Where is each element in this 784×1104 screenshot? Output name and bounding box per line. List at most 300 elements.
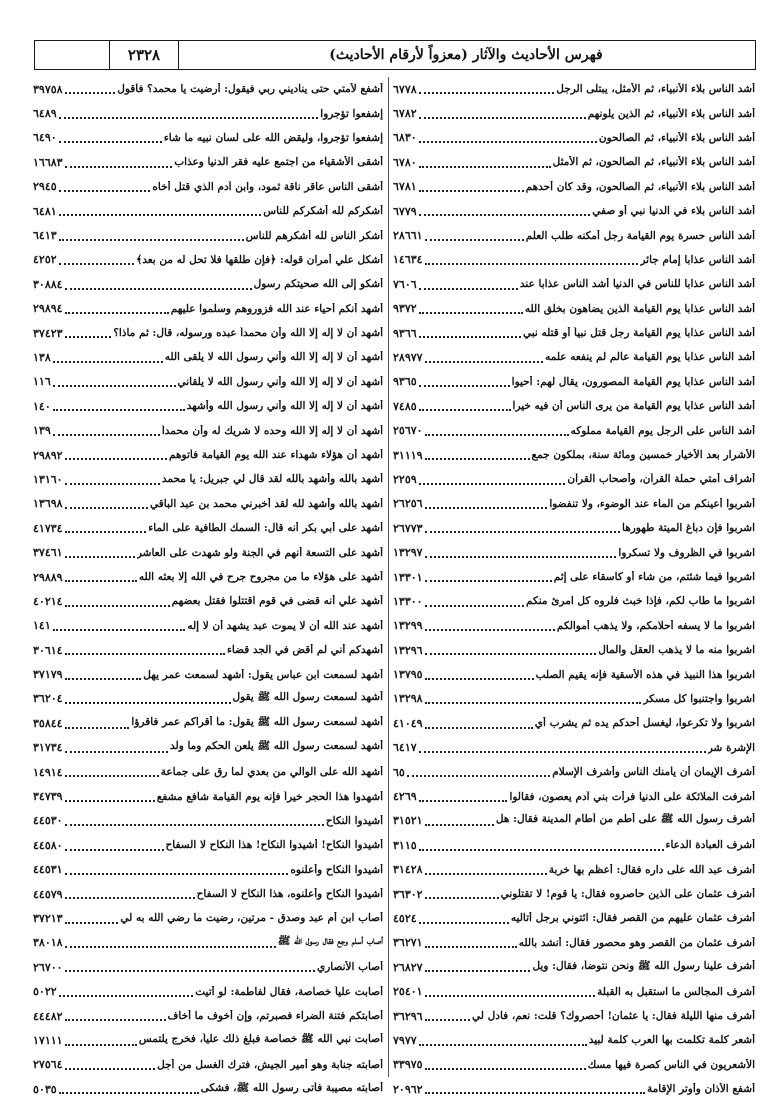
dot-leader xyxy=(425,897,499,899)
hadith-number: ٤٥٢٤ xyxy=(393,911,417,925)
dot-leader xyxy=(425,507,548,509)
dot-leader xyxy=(419,190,524,192)
page-header xyxy=(34,40,756,70)
entry-text: أشد الناس بلاء الأنبياء، ثم الصالحون، ثم الأمثل xyxy=(552,156,755,169)
index-entry xyxy=(33,443,383,467)
dot-leader xyxy=(425,727,533,729)
index-entry xyxy=(33,955,383,979)
entry-text: اشربوا ولا تكرعوا، ليغسل أحدكم يده ثم يشرب أي xyxy=(534,717,755,730)
entry-text: أشد الناس عذابا للناس في الدنيا أشد الناس عذابا عند xyxy=(519,278,755,291)
dot-leader xyxy=(59,263,134,265)
dot-leader xyxy=(425,239,524,241)
hadith-number: ٦٤١٧ xyxy=(393,741,417,755)
entry-text: أشهد أن لا إله إلا الله وأني رسول الله لا يلقاني xyxy=(177,375,383,388)
dot-leader xyxy=(65,531,147,533)
entry-text: أشهد أن هؤلاء شهداء عند الله يوم القيامة فأتوهم xyxy=(169,449,383,462)
hadith-number: ١٣٨ xyxy=(33,350,51,364)
dot-leader xyxy=(425,1092,646,1094)
index-entry xyxy=(33,272,383,296)
dot-leader xyxy=(419,751,706,753)
dot-leader xyxy=(65,483,160,485)
dot-leader xyxy=(59,1092,199,1094)
dot-leader xyxy=(53,434,160,436)
dot-leader xyxy=(419,483,566,485)
dot-leader xyxy=(65,166,173,168)
index-entry xyxy=(393,565,755,589)
entry-text: أشهد لسمعت رسول الله ﷺ يلعن الحكم وما ولد xyxy=(170,740,383,753)
hadith-number: ٣٦٢٩٦ xyxy=(393,1009,423,1023)
index-entry xyxy=(393,589,755,613)
index-entry xyxy=(33,418,383,442)
index-entry xyxy=(393,833,755,857)
entry-text: أشهد عند الله أن لا يموت عبد يشهد أن لا إله xyxy=(187,619,383,632)
hadith-number: ٦٧٨٢ xyxy=(393,107,417,121)
hadith-number: ٩٣٦٦ xyxy=(393,326,417,340)
index-entry xyxy=(393,614,755,638)
index-entry xyxy=(33,394,383,418)
index-entry xyxy=(33,199,383,223)
index-entry xyxy=(393,150,755,174)
entry-text: أشهد لسمعت رسول الله ﷺ يقول: ما أقراكم عمر فاقرؤا xyxy=(131,715,383,728)
entry-text: اشربوا ما لا يسفه أحلامكم، ولا يذهب أموالكم xyxy=(556,619,755,632)
index-entry xyxy=(33,126,383,150)
index-entry xyxy=(393,662,755,686)
hadith-number: ١٦٦٨٣ xyxy=(33,155,63,169)
hadith-number: ٦٤٨١ xyxy=(33,204,57,218)
hadith-number: ١١٦ xyxy=(33,375,51,389)
hadith-number: ٥٠٣٥ xyxy=(33,1082,57,1096)
hadith-number: ٦٨٣٠ xyxy=(393,131,417,145)
dot-leader xyxy=(65,1068,156,1070)
dot-leader xyxy=(65,849,164,851)
dot-leader xyxy=(65,751,168,753)
index-entry xyxy=(393,77,755,101)
dot-leader xyxy=(425,580,552,582)
dot-leader xyxy=(425,263,639,265)
index-entry xyxy=(33,321,383,345)
entry-text: اشربوا هذا النبيذ في هذه الأسقية فإنه يقيم الصلب xyxy=(535,668,755,681)
dot-leader xyxy=(425,629,555,631)
entry-text: أشرفت الملائكة على الدنيا فرأت بني آدم يعصون، فقالوا xyxy=(509,790,755,803)
entry-text: اشربوا منه ما لا يذهب العقل والمال xyxy=(598,644,755,657)
entry-text: أشرف عثمان على الذين حاصروه فقال: يا قوم! لا تقتلوني xyxy=(500,888,755,901)
index-entry xyxy=(33,77,383,101)
index-entry xyxy=(393,370,755,394)
index-entry xyxy=(393,345,755,369)
entry-text: أشرف رسول الله ﷺ على أطم من آطام المدينة فقال: هل xyxy=(495,813,755,826)
hadith-number: ٤٠٢١٤ xyxy=(33,594,63,608)
entry-text: أشد الناس بلاء في الدنيا نبي أو صفي xyxy=(592,205,755,218)
dot-leader xyxy=(407,775,550,777)
entry-text: أصابته جنابة وهو أمير الجيش، فترك الغسل من أجل xyxy=(157,1058,383,1071)
index-entry xyxy=(33,736,383,760)
column-divider xyxy=(388,77,389,1077)
index-entry xyxy=(393,492,755,516)
index-entry xyxy=(33,760,383,784)
entry-text: اشربوا في الظروف ولا تسكروا xyxy=(618,546,755,559)
index-entry xyxy=(33,1004,383,1028)
index-entry xyxy=(33,931,383,955)
dot-leader xyxy=(65,775,159,777)
index-entry xyxy=(33,150,383,174)
dot-leader xyxy=(425,556,617,558)
hadith-number: ١٧١١١ xyxy=(33,1033,63,1047)
index-entry xyxy=(33,467,383,491)
hadith-number: ٢٩٤٥ xyxy=(33,180,57,194)
header-empty-cell xyxy=(35,41,109,69)
entry-text: أشهد أنكم أحياء عند الله فزوروهم وسلموا عليهم xyxy=(170,302,383,315)
hadith-number: ٢٩٨٩٢ xyxy=(33,448,63,462)
entry-text: أشهد على التسعة أنهم في الجنة ولو شهدت على العاشر xyxy=(136,546,383,559)
dot-leader xyxy=(425,702,642,704)
index-entry xyxy=(33,638,383,662)
dot-leader xyxy=(425,458,530,460)
entry-text: أشد الناس بلاء الأنبياء، ثم الصالحون xyxy=(598,131,755,144)
hadith-number: ٣١٥٢١ xyxy=(393,814,423,828)
hadith-number: ٩٣٦٥ xyxy=(393,375,417,389)
entry-text: أشرف عبد الله على داره فقال: أعظم بها خربة xyxy=(548,863,755,876)
entry-text: اشربوا فيما شئتم، من شاء أو كاسقاء على إثم xyxy=(553,571,755,583)
entry-text: أشرف علينا رسول الله ﷺ ونحن نتوضأ، فقال: ويل xyxy=(532,959,755,972)
index-entry xyxy=(393,321,755,345)
dot-leader xyxy=(419,166,551,168)
index-entry xyxy=(33,540,383,564)
entry-text: إشفعوا تؤجروا، وليقض الله على لسان نبيه ما شاء xyxy=(163,131,383,144)
hadith-number: ٣٨٠١٨ xyxy=(33,936,63,950)
entry-text: أشد الناس بلاء الأنبياء، ثم الأمثل، يبتلى الرجل xyxy=(556,83,755,96)
hadith-number: ٤٤٥٣١ xyxy=(33,863,63,877)
hadith-number: ١٤٦٣٤ xyxy=(393,253,423,267)
hadith-number: ١٤٩١٤ xyxy=(33,765,63,779)
entry-text: أشد الناس على الرجل يوم القيامة مملوكه xyxy=(570,424,755,437)
dot-leader xyxy=(425,531,620,533)
entry-text: أصابتكم فتنة الضراء فصبرتم، وإن أخوف ما أخاف xyxy=(167,1010,383,1023)
hadith-number: ٣٧٢١٣ xyxy=(33,911,63,925)
header-title: فهرس الأحاديث والآثار (معزواً لأرقام الأحاديث) xyxy=(329,47,603,63)
index-entry xyxy=(33,370,383,394)
hadith-number: ٤١٠٤٩ xyxy=(393,716,423,730)
entry-text: اشربوا ما طاب لكم، فإذا خبث فلروه كل امرئ منكم xyxy=(525,595,755,608)
entry-text: أشيدوا النكاح وأعلنوه، هذا النكاح لا السفاح xyxy=(196,888,383,901)
dot-leader xyxy=(419,288,518,290)
hadith-number: ٧٦٠٦ xyxy=(393,277,417,291)
index-entry xyxy=(393,443,755,467)
dot-leader xyxy=(425,824,494,826)
entry-text: أشعر كلمة تكلمت بها العرب كلمة لبيد xyxy=(588,1034,755,1047)
index-entry xyxy=(393,979,755,1003)
dot-leader xyxy=(53,629,186,631)
index-entry xyxy=(393,1004,755,1028)
entry-text: أشرف العبادة الدعاء xyxy=(665,839,755,852)
entry-text: أشد الناس عذابا يوم القيامة عالم لم ينفعه علمه xyxy=(545,351,755,364)
dot-leader xyxy=(53,361,163,363)
entry-text: أشيدوا النكاح xyxy=(325,814,383,827)
hadith-number: ٢٢٥٩ xyxy=(393,472,417,486)
hadith-number: ٦٥ xyxy=(393,765,405,779)
dot-leader xyxy=(65,580,137,582)
hadith-number: ١٣٦٩٨ xyxy=(33,497,63,511)
hadith-number: ٢٦٧٠٠ xyxy=(33,960,63,974)
entry-text: أشفع لأمتي حتى يناديني ربي فيقول: أرضيت يا محمد؟ فأقول xyxy=(117,83,383,96)
hadith-number: ٢٨٩٧٧ xyxy=(393,350,423,364)
hadith-number: ٣١١٥ xyxy=(393,838,417,852)
hadith-number: ٩٣٧٢ xyxy=(393,302,417,316)
dot-leader xyxy=(65,922,119,924)
dot-leader xyxy=(59,190,151,192)
index-entry xyxy=(393,711,755,735)
dot-leader xyxy=(65,605,170,607)
index-entry xyxy=(393,199,755,223)
index-entry xyxy=(33,979,383,1003)
hadith-number: ٤١٧٣٤ xyxy=(33,521,63,535)
entry-text: أشهد علي أنه قضى في قوم اقتتلوا فقتل بعضهم xyxy=(171,595,383,608)
hadith-number: ٤٤٥٧٩ xyxy=(33,887,63,901)
dot-leader xyxy=(425,970,531,972)
entry-text: إشفعوا تؤجروا xyxy=(320,107,383,120)
dot-leader xyxy=(65,678,142,680)
index-entry xyxy=(393,931,755,955)
dot-leader xyxy=(425,361,544,363)
index-entry xyxy=(393,418,755,442)
entry-text: أشرف الإيمان أن يأمنك الناس وأشرف الإسلام xyxy=(552,766,755,779)
index-entry xyxy=(393,223,755,247)
hadith-number: ٦٤٨٩ xyxy=(33,107,57,121)
index-entry xyxy=(33,858,383,882)
index-entry xyxy=(393,784,755,808)
hadith-number: ٣٥٨٤٤ xyxy=(33,716,63,730)
index-entry xyxy=(393,955,755,979)
entry-text: أشكو إلى الله صحيتكم رسول xyxy=(253,278,383,291)
index-entry xyxy=(33,662,383,686)
hadith-number: ٤٤٥٨٠ xyxy=(33,838,63,852)
entry-text: أشهد الله على الوالي من بعدي لما رق على جماعة xyxy=(160,766,383,779)
index-entry xyxy=(33,223,383,247)
index-entry xyxy=(33,906,383,930)
index-entry xyxy=(393,760,755,784)
entry-text: اشربوا فإن دباغ الميتة طهورها xyxy=(622,522,755,535)
index-entry xyxy=(393,1077,755,1101)
hadith-number: ٧٩٧٧ xyxy=(393,1033,417,1047)
entry-text: أشد الناس عذابا يوم القيامة رجل قتل نبياً أو قتله نبي xyxy=(522,327,755,340)
entry-text: أصاب أسلم وجع فقال رسول الله ﷺ xyxy=(277,935,383,948)
dot-leader xyxy=(65,507,148,509)
index-entry xyxy=(33,175,383,199)
hadith-number: ٣٣٩٧٥ xyxy=(393,1058,423,1072)
entry-text: أصاب ابن أم عبد وصدق - مرتين، رضيت ما رضي الله به لي xyxy=(120,912,383,925)
index-entry xyxy=(393,248,755,272)
entry-text: أشهد أن لا إله إلا الله وأني رسول الله لا يلقى الله xyxy=(164,351,383,364)
dot-leader xyxy=(65,336,112,338)
entry-text: أشرف المجالس ما استقبل به القبلة xyxy=(597,985,755,998)
entry-text: الأشعريون في الناس كصرة فيها مسك xyxy=(587,1058,755,1071)
hadith-number: ٥٠٢٢ xyxy=(33,985,57,999)
index-entry xyxy=(33,248,383,272)
entry-text: أشفع الأذان وأوتر الإقامة xyxy=(647,1083,755,1096)
dot-leader xyxy=(65,288,252,290)
dot-leader xyxy=(65,873,289,875)
dot-leader xyxy=(425,678,534,680)
entry-text: أشراف أمتي حملة القرآن، وأصحاب القرآن xyxy=(567,473,755,486)
index-entry xyxy=(33,101,383,125)
hadith-number: ٢٧٥٦٤ xyxy=(33,1058,63,1072)
hadith-number: ٣٧١٧٩ xyxy=(33,668,63,682)
index-entry xyxy=(393,1028,755,1052)
index-column-right xyxy=(393,77,755,1096)
index-entry xyxy=(393,638,755,662)
hadith-number: ١٣٢٩٩ xyxy=(393,619,423,633)
dot-leader xyxy=(65,556,135,558)
index-entry xyxy=(393,516,755,540)
hadith-number: ٢٥٦٧٠ xyxy=(393,424,423,438)
index-entry xyxy=(393,467,755,491)
dot-leader xyxy=(65,824,324,826)
entry-text: أشربوا أعينكم من الماء عند الوضوء، ولا تنفضوا xyxy=(549,497,755,510)
hadith-number: ٣٦٢٠٤ xyxy=(33,692,63,706)
dot-leader xyxy=(65,946,276,948)
dot-leader xyxy=(65,653,225,655)
dot-leader xyxy=(419,800,508,802)
hadith-number: ١٣٢٩٨ xyxy=(393,692,423,706)
dot-leader xyxy=(419,922,509,924)
index-entry xyxy=(33,565,383,589)
hadith-number: ٢٦٢٥٦ xyxy=(393,497,423,511)
hadith-number: ٢٠٩٦٢ xyxy=(393,1082,423,1096)
entry-text: أشيدوا النكاح وأعلنوه xyxy=(290,863,383,876)
hadith-number: ٣١٤٢٨ xyxy=(393,863,423,877)
hadith-number: ٣٩٧٥٨ xyxy=(33,82,63,96)
index-entry xyxy=(33,882,383,906)
hadith-number: ٦٧٧٩ xyxy=(393,204,417,218)
dot-leader xyxy=(65,312,169,314)
entry-text: الإشرة شر xyxy=(707,741,755,754)
entry-text: أشهد أن لا إله إلا الله وأني رسول الله وأشهد xyxy=(186,400,383,413)
dot-leader xyxy=(65,800,155,802)
entry-text: أشكر الناس لله أشكرهم للناس xyxy=(245,229,383,242)
entry-text: أشيدوا النكاح! أشيدوا النكاح! هذا النكاح لا السفاح xyxy=(165,839,383,852)
hadith-number: ١٣٢٩٧ xyxy=(393,546,423,560)
hadith-number: ٢٦٧٧٣ xyxy=(393,521,423,535)
dot-leader xyxy=(425,653,597,655)
entry-text: أشكل علي أمران قوله: ﴿فإن طلقها فلا تحل له من بعد﴾ xyxy=(136,253,383,266)
entry-text: اشربوا واجتنبوا كل مسكر xyxy=(643,692,755,705)
hadith-number: ٣٠٨٨٤ xyxy=(33,277,63,291)
entry-text: أشد الناس بلاء الأنبياء، ثم الصالحون، وقد كان أحدهم xyxy=(525,180,755,193)
dot-leader xyxy=(419,849,664,851)
hadith-number: ٢٨٦٦١ xyxy=(393,229,423,243)
hadith-number: ١٣٢٩٦ xyxy=(393,643,423,657)
entry-text: أشهد لسمعت ابن عباس يقول: أشهد لسمعت عمر يهل xyxy=(143,668,383,681)
entry-text: أشد الناس بلاء الأنبياء، ثم الذين يلونهم xyxy=(587,107,755,120)
index-entry xyxy=(393,809,755,833)
entry-text: أشد الناس عذابا يوم القيامة المصورون، يقال لهم: أحيوا xyxy=(511,375,755,388)
entry-text: أشد الناس عذابا إمام جائر xyxy=(640,253,755,266)
dot-leader xyxy=(65,727,130,729)
entry-text: أشد الناس حسرة يوم القيامة رجل أمكنه طلب العلم xyxy=(525,229,755,242)
entry-text: أشرف عثمان من القصر وهو محصور فقال: أنشد بالله xyxy=(518,936,755,949)
entry-text: أصابت علياً خصاصة، فقال لفاطمة: لو أتيت xyxy=(195,985,383,998)
entry-text: أشقى الناس عاقر ناقة ثمود، وابن آدم الذي قتل أخاه xyxy=(152,180,383,193)
dot-leader xyxy=(53,385,176,387)
dot-leader xyxy=(65,897,195,899)
dot-leader xyxy=(65,458,167,460)
dot-leader xyxy=(419,141,597,143)
hadith-number: ٤٤٤٨٢ xyxy=(33,1009,63,1023)
index-entry xyxy=(393,882,755,906)
hadith-number: ٤٢٦٩ xyxy=(393,790,417,804)
index-entry xyxy=(393,858,755,882)
hadith-number: ٦٤١٣ xyxy=(33,229,57,243)
index-entry xyxy=(393,906,755,930)
entry-text: أشهد أن لا إله إلا الله وحده لا شريك له وأن محمداً xyxy=(161,424,383,437)
index-entry xyxy=(33,492,383,516)
hadith-number: ٦٧٨٠ xyxy=(393,155,417,169)
index-entry xyxy=(393,272,755,296)
dot-leader xyxy=(59,239,244,241)
hadith-number: ٤٢٥٢ xyxy=(33,253,57,267)
hadith-number: ٣١١١٩ xyxy=(393,448,423,462)
dot-leader xyxy=(419,1044,587,1046)
dot-leader xyxy=(425,1019,471,1021)
dot-leader xyxy=(65,92,116,94)
index-entry xyxy=(33,1077,383,1101)
hadith-number: ٣٧٤٦١ xyxy=(33,546,63,560)
dot-leader xyxy=(59,214,262,216)
dot-leader xyxy=(425,605,524,607)
index-entry xyxy=(33,784,383,808)
entry-text: أشكركم لله أشكركم للناس xyxy=(263,205,383,218)
index-column-left xyxy=(33,77,383,1096)
index-entry xyxy=(33,516,383,540)
hadith-number: ١٣٣٠١ xyxy=(393,570,423,584)
hadith-number: ٧٤٨٥ xyxy=(393,399,417,413)
entry-text: أشد الناس عذابا يوم القيامة من يرى الناس أن فيه خيراً xyxy=(512,400,755,413)
hadith-number: ٤٤٥٣٠ xyxy=(33,814,63,828)
index-entry xyxy=(393,126,755,150)
dot-leader xyxy=(419,117,586,119)
entry-text: أشهد لسمعت رسول الله ﷺ يقول xyxy=(232,691,383,704)
index-entry xyxy=(393,394,755,418)
entry-text: أشهدكم أني لم أقض في الجد قضاء xyxy=(226,644,383,657)
entry-text: أشد الناس عذابا يوم القيامة الذين يضاهون بخلق الله xyxy=(524,302,755,315)
hadith-number: ٣٧٤٢٣ xyxy=(33,326,63,340)
entry-text: أشهدوا هذا الحجر خيراً فإنه يوم القيامة شافع مشفع xyxy=(156,790,383,803)
entry-text: أصاب الأنصاري xyxy=(317,961,383,974)
hadith-number: ٣٦٢٧١ xyxy=(393,936,423,950)
index-entry xyxy=(33,1053,383,1077)
hadith-number: ٣٠٦١٤ xyxy=(33,643,63,657)
index-entry xyxy=(393,736,755,760)
dot-leader xyxy=(419,409,511,411)
dot-leader xyxy=(425,873,547,875)
hadith-number: ٢٦٨٢٧ xyxy=(393,960,423,974)
hadith-number: ٣٦٣٠٢ xyxy=(393,887,423,901)
entry-text: أشهد على أبي بكر أنه قال: السمك الطافية على الماء xyxy=(148,522,383,535)
dot-leader xyxy=(425,995,596,997)
index-entry xyxy=(33,345,383,369)
index-entry xyxy=(33,614,383,638)
entry-text: أشهد بالله وأشهد بالله لقد قال لي جبريل: يا محمد xyxy=(161,473,383,486)
index-entry xyxy=(393,687,755,711)
hadith-number: ١٣٩ xyxy=(33,424,51,438)
index-entry xyxy=(393,175,755,199)
dot-leader xyxy=(65,1044,137,1046)
index-entry xyxy=(33,1028,383,1052)
dot-leader xyxy=(425,1068,586,1070)
entry-text: أصابته مصيبة فأتى رسول الله ﷺ، فشكى xyxy=(200,1081,383,1094)
dot-leader xyxy=(53,409,185,411)
dot-leader xyxy=(65,702,231,704)
dot-leader xyxy=(425,946,517,948)
